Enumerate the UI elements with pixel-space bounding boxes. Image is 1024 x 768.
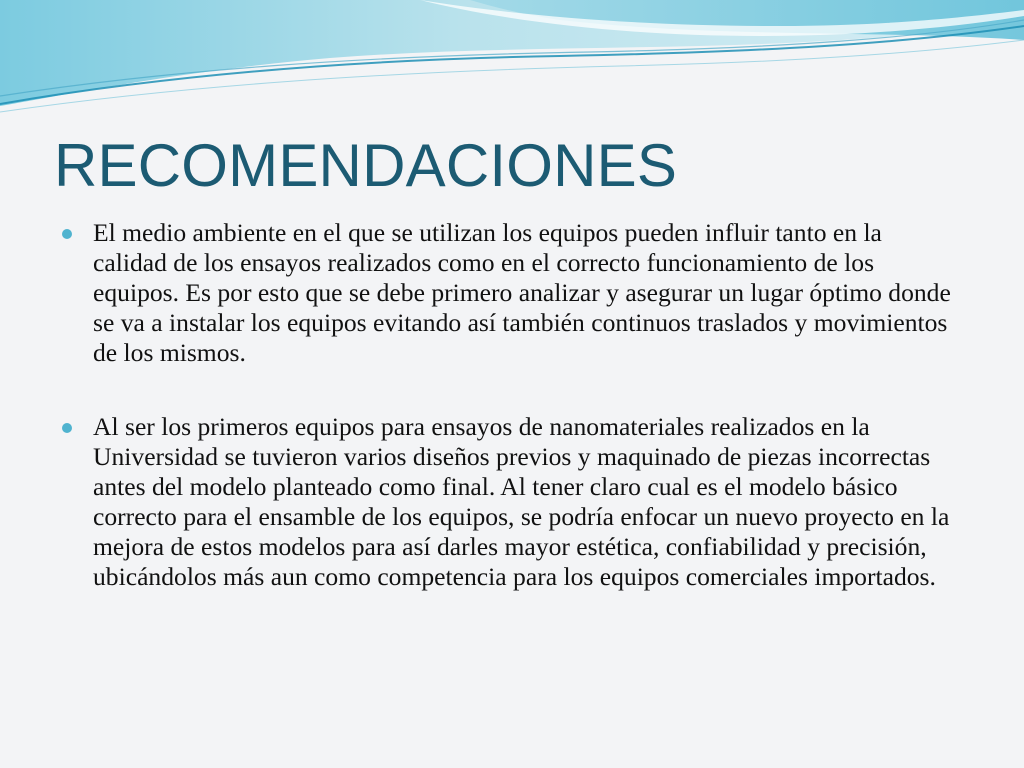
bullet-item-2 xyxy=(62,412,962,592)
header-wave-decoration xyxy=(0,0,1024,130)
bullet-dot-icon xyxy=(62,423,72,433)
bullet-list xyxy=(62,218,962,636)
slide-title: RECOMENDACIONES xyxy=(54,132,678,199)
bullet-dot-icon xyxy=(62,229,72,239)
bullet-text-1: El medio ambiente en el que se utilizan los equipos pueden influir tanto en la calidad de los ensayos realizados como en el correcto funcionamiento de los equipos. Es por esto que se debe primero analizar y asegurar un lugar óptimo donde se va a instalar los equipos evitando así también continuos traslados y movimientos de los mismos. xyxy=(93,218,951,367)
bullet-text-2: Al ser los primeros equipos para ensayos de nanomateriales realizados en la Universidad se tuvieron varios diseños previos y maquinado de piezas incorrectas antes del modelo planteado como final. Al tener claro cual es el modelo básico correcto para el ensamble de los equipos, se podría enfocar un nuevo proyecto en la mejora de estos modelos para así darles mayor estética, confiabilidad y precisión, ubicándolos más aun como competencia para los equipos comerciales importados. xyxy=(93,412,950,591)
bullet-item-1 xyxy=(62,218,962,368)
